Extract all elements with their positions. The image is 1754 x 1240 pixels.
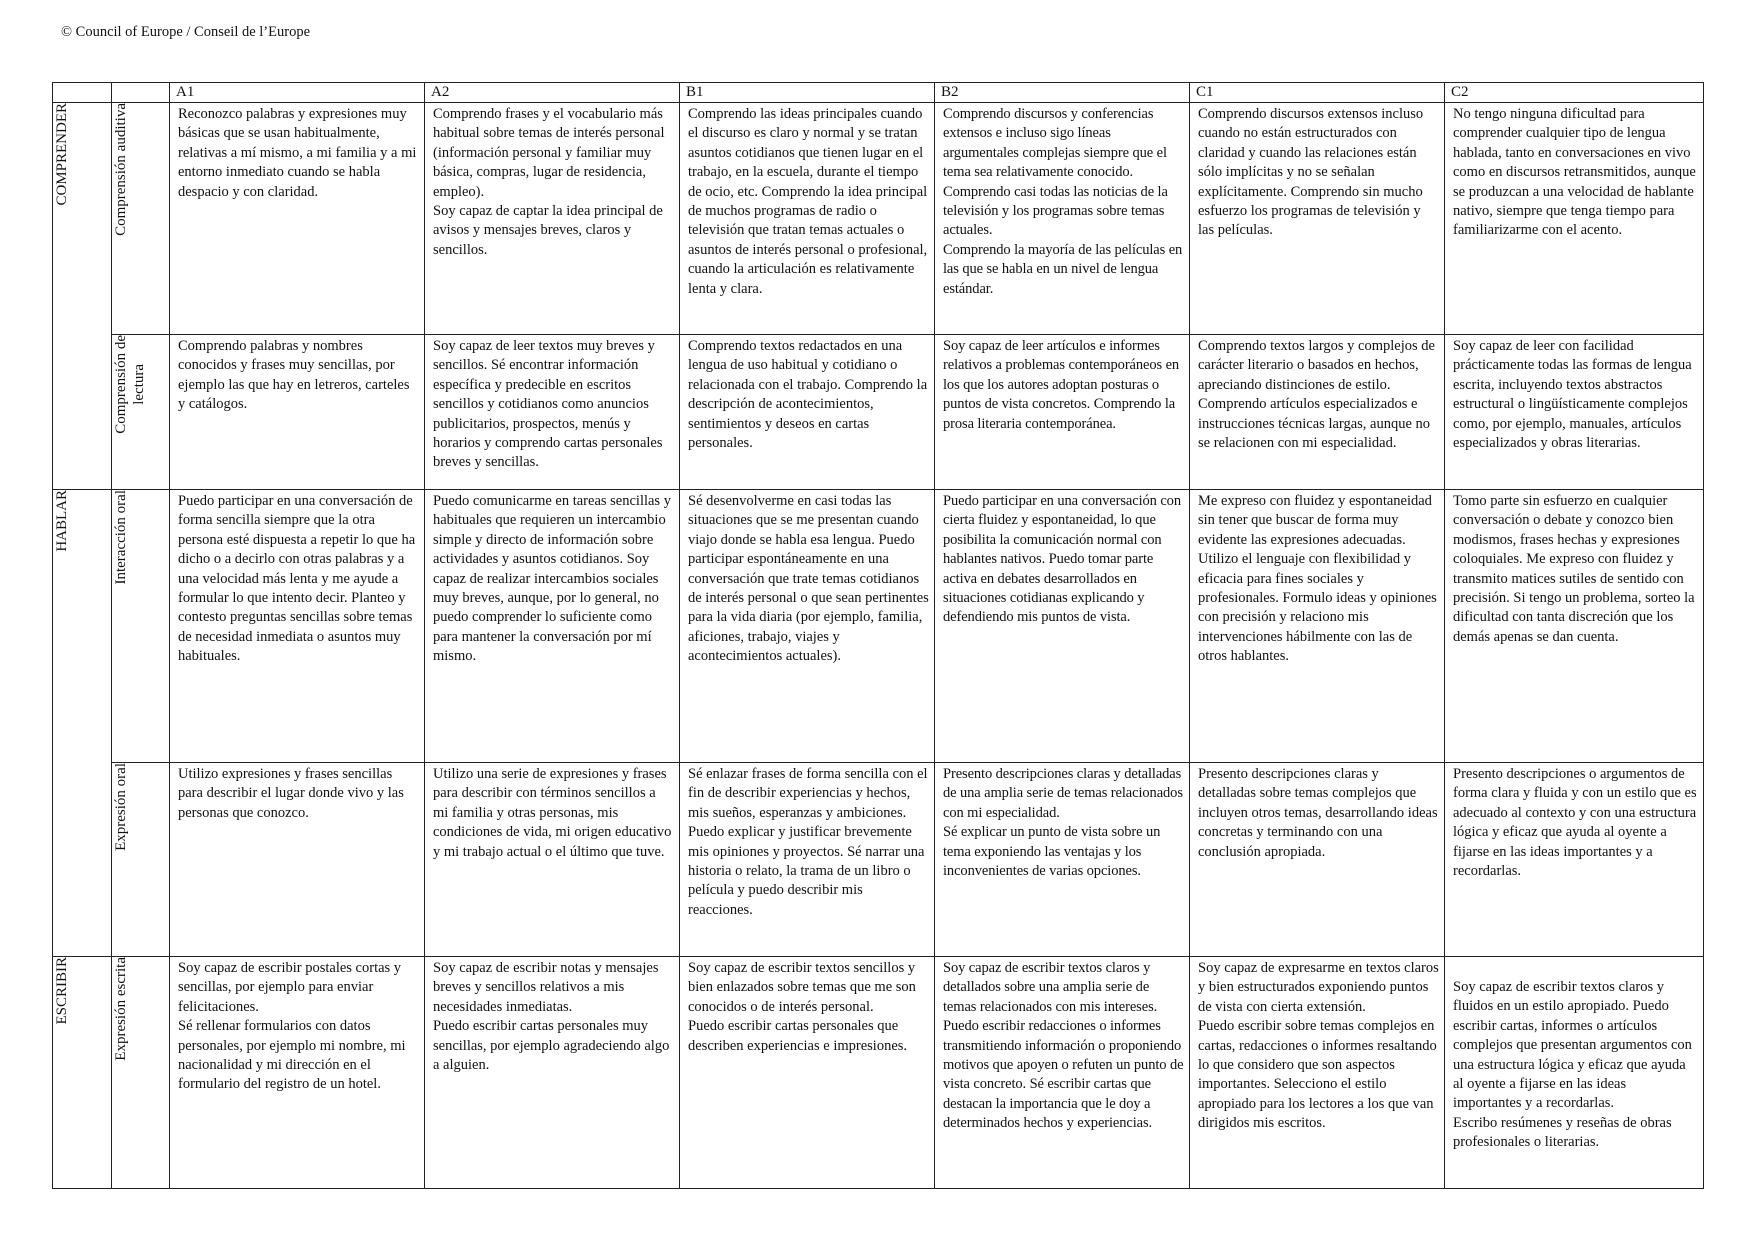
skill-label-text: Expresión escrita	[113, 957, 129, 1061]
descriptor-text: Comprendo textos largos y complejos de carácter literario o basados en hechos, apreciando distinciones de estilo. Comprendo artículos especializados e instrucciones técnicas largas, aunque no se relacionen con mi especialidad.	[1198, 338, 1435, 452]
descriptor-cell-b1	[680, 763, 935, 957]
descriptor-cell-a2	[425, 335, 680, 490]
copyright-notice: © Council of Europe / Conseil de l’Europe	[61, 24, 311, 40]
skill-label-comprension-auditiva	[112, 103, 170, 335]
skill-label-text: Comprensión auditiva	[113, 103, 129, 236]
descriptor-cell-c1	[1190, 957, 1445, 1189]
level-header-a1: A1	[170, 83, 425, 103]
descriptor-cell-b2	[935, 763, 1190, 957]
descriptor-cell-b1	[680, 957, 935, 1189]
descriptor-text: Me expreso con fluidez y espontaneidad sin tener que buscar de forma muy evidente las expresiones adecuadas. Utilizo el lenguaje con flexibilidad y eficacia para fines sociales y profesionales. Formulo ideas y opiniones con precisión y relaciono mis intervenciones hábilmente con las de otros hablantes.	[1198, 493, 1437, 665]
descriptor-text: Presento descripciones o argumentos de forma clara y fluida y con un estilo que es adecuado al contexto y con una estructura lógica y eficaz que ayuda al oyente a fijarse en las ideas importantes y a recordarlas.	[1453, 766, 1697, 880]
descriptor-text: Comprendo palabras y nombres conocidos y frases muy sencillas, por ejemplo las que hay en letreros, carteles y catálogos.	[178, 338, 410, 413]
descriptor-cell-b2	[935, 957, 1190, 1189]
descriptor-cell-c1	[1190, 103, 1445, 335]
descriptor-text: Presento descripciones claras y detalladas sobre temas complejos que incluyen otros temas, desarrollando ideas concretas y terminando con una conclusión apropiada.	[1198, 766, 1438, 860]
descriptor-text: Comprendo frases y el vocabulario más habitual sobre temas de interés personal (información personal y familiar muy básica, compras, lugar de residencia, empleo). Soy capaz de captar la idea principal de avisos y mensajes breves, claros y sencillos.	[433, 106, 665, 258]
descriptor-cell-c1	[1190, 490, 1445, 763]
descriptor-cell-c2	[1445, 957, 1704, 1189]
level-header-b1: B1	[680, 83, 935, 103]
group-label-comprender	[53, 103, 112, 490]
descriptor-text: Tomo parte sin esfuerzo en cualquier conversación o debate y conozco bien modismos, frases hechas y expresiones coloquiales. Me expreso con fluidez y transmito matices sutiles de sentido con precisión. Si tengo un problema, sorteo la dificultad con tanta discreción que los demás apenas se dan cuenta.	[1453, 493, 1695, 645]
group-label-hablar	[53, 490, 112, 957]
descriptor-text: Soy capaz de leer con facilidad prácticamente todas las formas de lengua escrita, incluyendo textos abstractos estructural o lingüísticamente complejos como, por ejemplo, manuales, artículos especializados y obras literarias.	[1453, 338, 1692, 452]
descriptor-text: Sé enlazar frases de forma sencilla con el fin de describir experiencias y hechos, mis sueños, esperanzas y ambiciones. Puedo explicar y justificar brevemente mis opiniones y proyectos. Sé narrar una historia o relato, la trama de un libro o película y puedo describir mis reacciones.	[688, 766, 928, 918]
row-comprension-de-lectura	[53, 335, 1704, 490]
descriptor-cell-a1	[170, 490, 425, 763]
descriptor-text: Soy capaz de escribir textos sencillos y bien enlazados sobre temas que me son conocidos o de interés personal. Puedo escribir cartas personales que describen experiencias e impresiones.	[688, 960, 916, 1054]
skill-label-expresion-escrita	[112, 957, 170, 1189]
descriptor-cell-b2	[935, 490, 1190, 763]
descriptor-text: Soy capaz de expresarme en textos claros y bien estructurados exponiendo puntos de vista con cierta extensión. Puedo escribir sobre temas complejos en cartas, redacciones o informes resaltando lo que considero que son aspectos importantes. Selecciono el estilo apropiado para los lectores a los que van dirigidos mis escritos.	[1198, 960, 1439, 1132]
descriptor-cell-b1	[680, 490, 935, 763]
descriptor-text: No tengo ninguna dificultad para comprender cualquier tipo de lengua hablada, tanto en conversaciones en vivo como en discursos retransmitidos, aunque se produzcan a una velocidad de hablante nativo, siempre que tenga tiempo para familiarizarme con el acento.	[1453, 106, 1696, 239]
descriptor-text: Reconozco palabras y expresiones muy básicas que se usan habitualmente, relativas a mí mismo, a mi familia y a mi entorno inmediato cuando se habla despacio y con claridad.	[178, 106, 417, 200]
row-comprension-auditiva	[53, 103, 1704, 335]
descriptor-text: Soy capaz de escribir textos claros y detallados sobre una amplia serie de temas relacionados con mis intereses. Puedo escribir redacciones o informes transmitiendo información o proponiendo motivos que apoyen o refuten un punto de vista concreto. Sé escribir cartas que destacan la importancia que le doy a determinados hechos y experiencias.	[943, 960, 1184, 1132]
descriptor-cell-a1	[170, 103, 425, 335]
descriptor-text: Comprendo textos redactados en una lengua de uso habitual y cotidiano o relacionada con el trabajo. Comprendo la descripción de acontecimientos, sentimientos y deseos en cartas personales.	[688, 338, 928, 452]
descriptor-cell-c2	[1445, 490, 1704, 763]
descriptor-cell-a2	[425, 763, 680, 957]
descriptor-cell-b1	[680, 103, 935, 335]
descriptor-text: Soy capaz de escribir notas y mensajes breves y sencillos relativos a mis necesidades inmediatas. Puedo escribir cartas personales muy sencillas, por ejemplo agradeciendo algo a alguien.	[433, 960, 670, 1074]
descriptor-cell-a2	[425, 490, 680, 763]
descriptor-text: Soy capaz de leer artículos e informes relativos a problemas contemporáneos en los que los autores adoptan posturas o puntos de vista concretos. Comprendo la prosa literaria contemporánea.	[943, 338, 1180, 432]
skill-label-text: Interacción oral	[113, 490, 129, 585]
skill-label-text: Expresión oral	[113, 763, 129, 851]
descriptor-cell-c1	[1190, 763, 1445, 957]
descriptor-cell-b2	[935, 335, 1190, 490]
skill-label-interaccion-oral	[112, 490, 170, 763]
skill-label-expresion-oral	[112, 763, 170, 957]
descriptor-text: Utilizo expresiones y frases sencillas para describir el lugar donde vivo y las personas que conozco.	[178, 766, 404, 821]
skill-label-comprension-de-lectura	[112, 335, 170, 490]
group-label-escribir-text: ESCRIBIR	[54, 957, 70, 1025]
level-header-a2: A2	[425, 83, 680, 103]
descriptor-text: Comprendo discursos extensos incluso cuando no están estructurados con claridad y cuando las relaciones están sólo implícitas y no se señalan explícitamente. Comprendo sin mucho esfuerzo los programas de televisión y las películas.	[1198, 106, 1424, 239]
descriptor-cell-c2	[1445, 763, 1704, 957]
descriptor-text: Puedo participar en una conversación de forma sencilla siempre que la otra persona esté dispuesta a repetir lo que ha dicho o a decirlo con otras palabras y a una velocidad más lenta y me ayude a formular lo que intento decir. Planteo y contesto preguntas sencillas sobre temas de necesidad inmediata o asuntos muy habituales.	[178, 493, 416, 665]
cefr-self-assessment-grid	[52, 82, 1704, 1189]
group-label-comprender-text: COMPRENDER	[54, 103, 70, 206]
level-header-c1: C1	[1190, 83, 1445, 103]
descriptor-cell-b2	[935, 103, 1190, 335]
descriptor-text: Comprendo las ideas principales cuando el discurso es claro y normal y se tratan asuntos cotidianos que tienen lugar en el trabajo, en la escuela, durante el tiempo de ocio, etc. Comprendo la idea principal de muchos programas de radio o televisión que tratan temas actuales o asuntos de interés personal o profesional, cuando la articulación es relativamente lenta y clara.	[688, 106, 928, 297]
row-expresion-oral	[53, 763, 1704, 957]
descriptor-text: Presento descripciones claras y detalladas de una amplia serie de temas relacionados con mi especialidad. Sé explicar un punto de vista sobre un tema exponiendo las ventajas y los inconvenientes de varias opciones.	[943, 766, 1183, 880]
descriptor-cell-a1	[170, 957, 425, 1189]
group-label-hablar-text: HABLAR	[54, 490, 70, 552]
descriptor-cell-a2	[425, 957, 680, 1189]
descriptor-cell-a1	[170, 335, 425, 490]
descriptor-text: Puedo comunicarme en tareas sencillas y habituales que requieren un intercambio simple y directo de información sobre actividades y asuntos cotidianos. Soy capaz de realizar intercambios sociales muy breves, aunque, por lo general, no puedo comprender lo suficiente como para mantener la conversación por mí mismo.	[433, 493, 671, 665]
descriptor-cell-c1	[1190, 335, 1445, 490]
level-header-c2: C2	[1445, 83, 1704, 103]
corner-cell-skill	[112, 83, 170, 103]
descriptor-cell-a1	[170, 763, 425, 957]
row-expresion-escrita	[53, 957, 1704, 1189]
descriptor-cell-a2	[425, 103, 680, 335]
header-row	[53, 83, 1704, 103]
descriptor-text: Soy capaz de leer textos muy breves y sencillos. Sé encontrar información específica y predecible en escritos sencillos y cotidianos como anuncios publicitarios, prospectos, menús y horarios y comprendo cartas personales breves y sencillas.	[433, 338, 663, 471]
descriptor-text: Soy capaz de escribir postales cortas y sencillas, por ejemplo para enviar felicitaciones. Sé rellenar formularios con datos personales, por ejemplo mi nombre, mi nacionalidad y mi dirección en el formulario del registro de un hotel.	[178, 960, 406, 1093]
corner-cell-group	[53, 83, 112, 103]
level-header-b2: B2	[935, 83, 1190, 103]
descriptor-cell-c2	[1445, 103, 1704, 335]
descriptor-text: Utilizo una serie de expresiones y frases para describir con términos sencillos a mi familia y otras personas, mis condiciones de vida, mi origen educativo y mi trabajo actual o el último que tuve.	[433, 766, 672, 860]
descriptor-cell-b1	[680, 335, 935, 490]
group-label-escribir	[53, 957, 112, 1189]
descriptor-text: Soy capaz de escribir textos claros y fluidos en un estilo apropiado. Puedo escribir cartas, informes o artículos complejos que presentan argumentos con una estructura lógica y eficaz que ayuda al oyente a fijarse en las ideas importantes y a recordarlas. Escribo resúmenes y reseñas de obras profesionales o literarias.	[1453, 979, 1692, 1151]
skill-label-text: Comprensión de lectura	[113, 335, 147, 434]
descriptor-text: Puedo participar en una conversación con cierta fluidez y espontaneidad, lo que posibilita la comunicación normal con hablantes nativos. Puedo tomar parte activa en debates desarrollados en situaciones cotidianas explicando y defendiendo mis puntos de vista.	[943, 493, 1181, 626]
descriptor-text: Comprendo discursos y conferencias extensos e incluso sigo líneas argumentales complejas siempre que el tema sea relativamente conocido. Comprendo casi todas las noticias de la televisión y los programas sobre temas actuales. Comprendo la mayoría de las películas en las que se habla en un nivel de lengua estándar.	[943, 106, 1183, 297]
descriptor-cell-c2	[1445, 335, 1704, 490]
row-interaccion-oral	[53, 490, 1704, 763]
descriptor-text: Sé desenvolverme en casi todas las situaciones que se me presentan cuando viajo donde se habla esa lengua. Puedo participar espontáneamente en una conversación que trate temas cotidianos de interés personal o que sean pertinentes para la vida diaria (por ejemplo, familia, aficiones, trabajo, viajes y acontecimientos actuales).	[688, 493, 929, 665]
